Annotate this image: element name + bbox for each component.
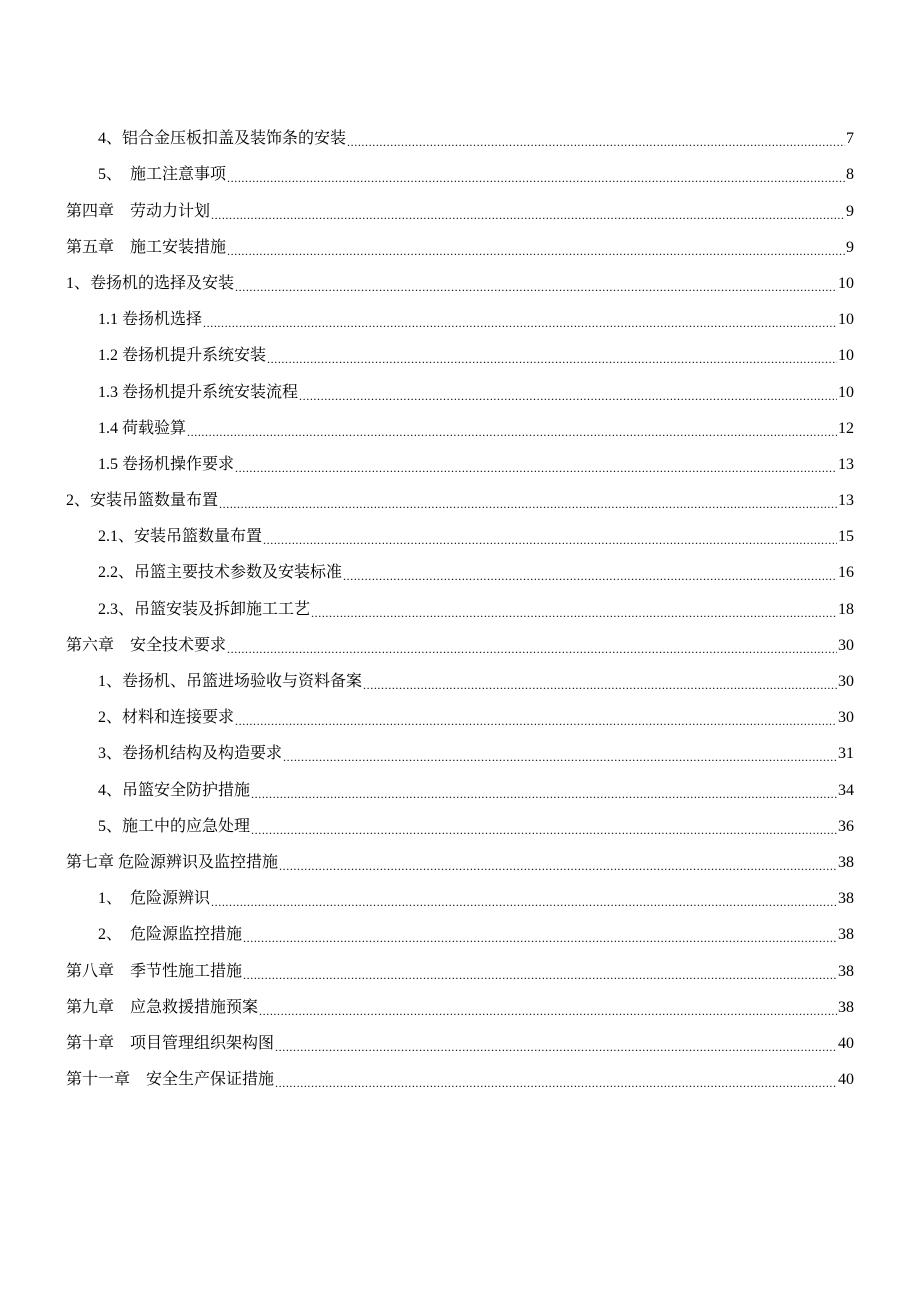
toc-entry-title: 3、卷扬机结构及构造要求	[98, 745, 283, 763]
toc-entry-title: 第五章 施工安装措施	[66, 238, 227, 256]
toc-page-number: 8	[846, 166, 854, 184]
toc-dot-leader	[347, 129, 845, 149]
toc-page-number: 12	[838, 419, 854, 437]
toc-entry-title: 1、卷扬机的选择及安装	[66, 274, 235, 292]
toc-page-number: 40	[838, 1034, 854, 1052]
toc-page-number: 38	[838, 890, 854, 908]
toc-dot-leader	[227, 238, 845, 258]
toc-dot-leader	[251, 781, 837, 801]
toc-entry-title: 第七章 危险源辨识及监控措施	[66, 853, 279, 871]
toc-page-number: 10	[838, 274, 854, 292]
toc-entry[interactable]	[66, 837, 854, 873]
toc-dot-leader	[251, 817, 837, 837]
toc-dot-leader	[235, 274, 837, 294]
toc-page-number: 40	[838, 1071, 854, 1089]
toc-entry[interactable]	[66, 764, 854, 800]
toc-dot-leader	[235, 455, 837, 475]
toc-dot-leader	[263, 527, 837, 547]
toc-entry-title: 1、卷扬机、吊篮进场验收与资料备案	[98, 673, 363, 690]
toc-entry[interactable]	[66, 1054, 854, 1090]
toc-page-number: 30	[838, 636, 854, 654]
toc-dot-leader	[279, 853, 837, 873]
toc-dot-leader	[267, 346, 837, 366]
toc-entry-title: 1.1 卷扬机选择	[98, 311, 203, 329]
toc-dot-leader	[311, 600, 837, 620]
toc-entry-title: 4、吊篮安全防护措施	[98, 781, 251, 799]
toc-entry[interactable]	[66, 294, 854, 330]
toc-entry[interactable]	[66, 728, 854, 764]
toc-dot-leader	[243, 925, 837, 945]
toc-entry-title: 5、施工中的应急处理	[98, 817, 251, 835]
toc-entry[interactable]	[66, 403, 854, 439]
toc-entry-title: 第十章 项目管理组织架构图	[66, 1034, 275, 1052]
toc-dot-leader	[227, 165, 845, 185]
toc-entry[interactable]	[66, 620, 854, 656]
toc-page-number: 30	[838, 673, 854, 690]
toc-entry[interactable]	[66, 801, 854, 837]
toc-dot-leader	[283, 744, 837, 764]
toc-entry[interactable]	[66, 439, 854, 475]
toc-page-number: 38	[838, 962, 854, 980]
toc-dot-leader	[275, 1070, 837, 1090]
toc-entry[interactable]	[66, 982, 854, 1018]
toc-entry-title: 第四章 劳动力计划	[66, 202, 211, 220]
toc-entry[interactable]	[66, 909, 854, 945]
toc-page-number: 7	[846, 130, 854, 148]
toc-entry-title: 2.3、吊篮安装及拆卸施工工艺	[98, 600, 311, 618]
toc-entry[interactable]	[66, 547, 854, 583]
toc-entry-title: 4、铝合金压板扣盖及装饰条的安装	[98, 130, 347, 148]
toc-entry[interactable]	[66, 222, 854, 258]
toc-entry-title: 2.2、吊篮主要技术参数及安装标准	[98, 564, 343, 582]
toc-entry[interactable]	[66, 692, 854, 728]
table-of-contents	[66, 113, 854, 1090]
toc-entry[interactable]	[66, 366, 854, 402]
toc-entry[interactable]	[66, 511, 854, 547]
toc-page-number: 18	[838, 600, 854, 618]
toc-entry-title: 第九章 应急救援措施预案	[66, 998, 259, 1016]
toc-entry[interactable]	[66, 185, 854, 221]
toc-page-number: 30	[838, 709, 854, 727]
toc-page-number: 34	[838, 781, 854, 799]
toc-dot-leader	[363, 672, 837, 692]
toc-page-number: 16	[838, 564, 854, 582]
toc-entry-title: 1.4 荷载验算	[98, 419, 187, 437]
toc-entry-title: 1.3 卷扬机提升系统安装流程	[98, 383, 299, 401]
toc-page-number: 31	[838, 745, 854, 763]
toc-page-number: 9	[846, 202, 854, 220]
toc-entry-title: 1.2 卷扬机提升系统安装	[98, 347, 267, 365]
toc-entry-title: 2、安装吊篮数量布置	[66, 492, 219, 510]
toc-page-number: 38	[838, 853, 854, 871]
toc-entry[interactable]	[66, 873, 854, 909]
toc-entry-title: 1.5 卷扬机操作要求	[98, 455, 235, 473]
toc-dot-leader	[259, 998, 837, 1018]
toc-entry-title: 第八章 季节性施工措施	[66, 962, 243, 980]
toc-page-number: 38	[838, 998, 854, 1016]
toc-page-number: 36	[838, 817, 854, 835]
toc-page-number: 10	[838, 383, 854, 401]
toc-dot-leader	[203, 310, 837, 330]
toc-page-number: 15	[838, 528, 854, 546]
toc-dot-leader	[187, 419, 837, 439]
toc-entry[interactable]	[66, 113, 854, 149]
toc-page-number: 13	[838, 455, 854, 473]
toc-entry-title: 1、 危险源辨识	[98, 890, 211, 908]
toc-entry-title: 2.1、安装吊篮数量布置	[98, 528, 263, 546]
toc-dot-leader	[343, 563, 837, 583]
toc-entry[interactable]	[66, 583, 854, 619]
toc-entry-title: 5、 施工注意事项	[98, 166, 227, 184]
toc-dot-leader	[219, 491, 837, 511]
toc-dot-leader	[227, 636, 837, 656]
toc-entry[interactable]	[66, 258, 854, 294]
toc-dot-leader	[243, 962, 837, 982]
toc-entry-title: 第十一章 安全生产保证措施	[66, 1071, 275, 1089]
toc-entry-title: 第六章 安全技术要求	[66, 636, 227, 654]
toc-page-number: 9	[846, 238, 854, 256]
toc-dot-leader	[275, 1034, 837, 1054]
toc-entry[interactable]	[66, 945, 854, 981]
toc-dot-leader	[299, 383, 837, 403]
toc-entry-title: 2、材料和连接要求	[98, 709, 235, 727]
toc-dot-leader	[235, 708, 837, 728]
toc-page-number: 10	[838, 311, 854, 329]
toc-dot-leader	[211, 889, 837, 909]
toc-entry[interactable]	[66, 475, 854, 511]
toc-entry[interactable]	[66, 330, 854, 366]
toc-entry[interactable]	[66, 656, 854, 692]
toc-entry[interactable]	[66, 149, 854, 185]
toc-dot-leader	[211, 202, 845, 222]
toc-entry-title: 2、 危险源监控措施	[98, 926, 243, 944]
toc-page-number: 13	[838, 492, 854, 510]
toc-entry[interactable]	[66, 1018, 854, 1054]
toc-page-number: 38	[838, 926, 854, 944]
toc-page-number: 10	[838, 347, 854, 365]
